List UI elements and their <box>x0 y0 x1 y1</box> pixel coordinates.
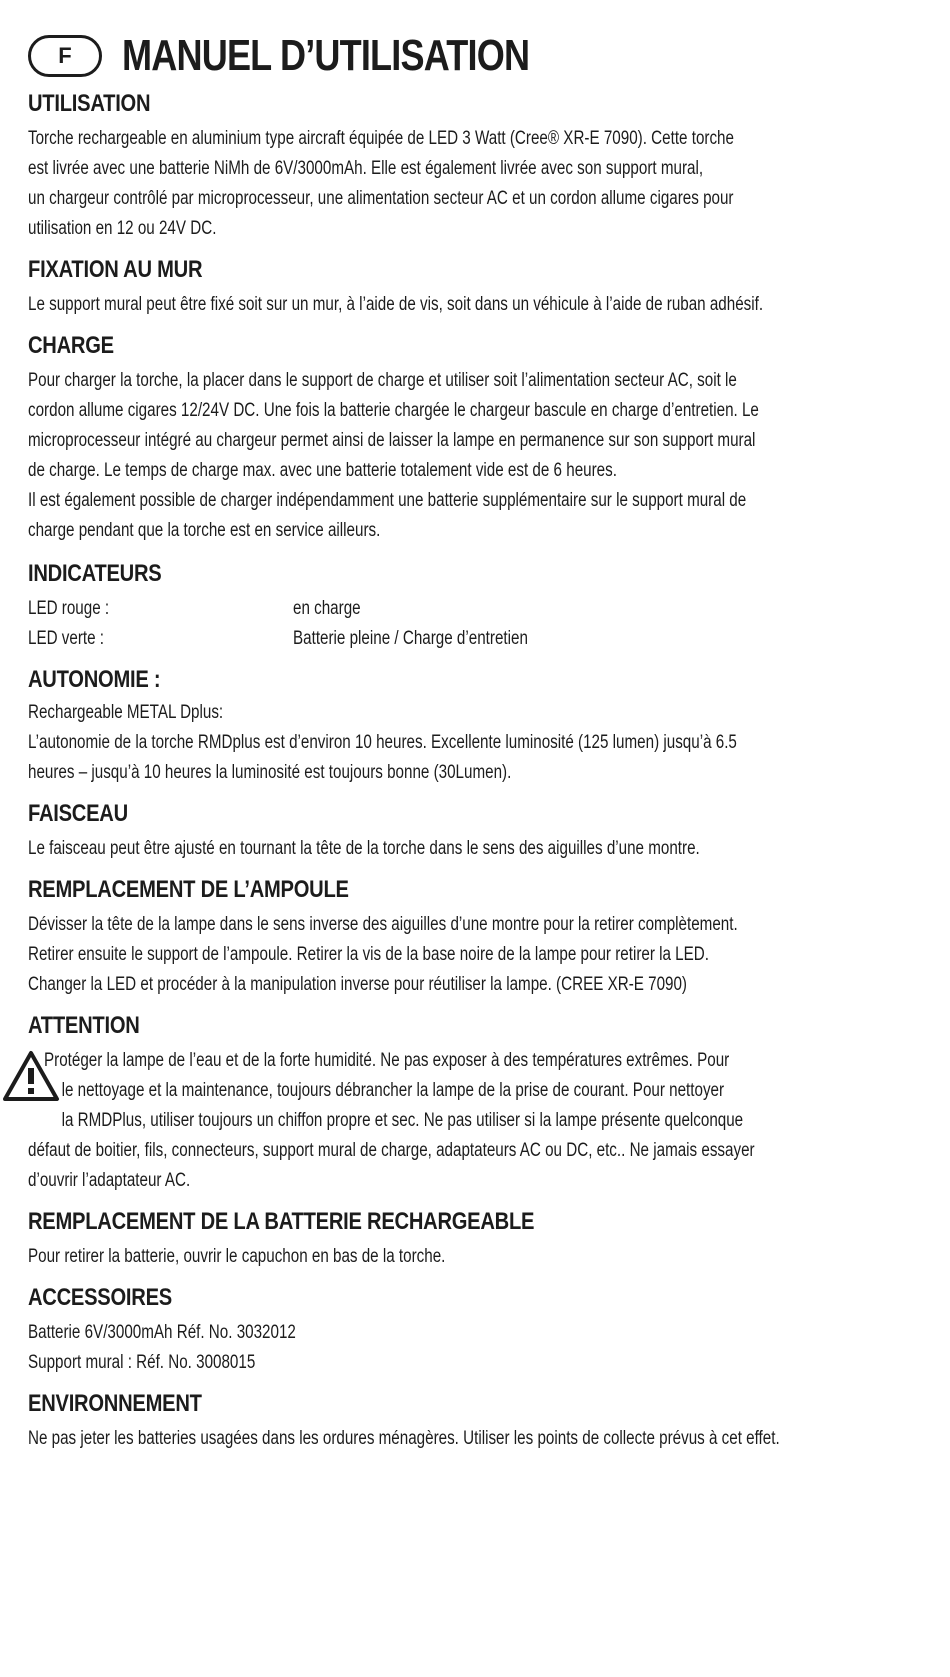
paragraph-line: Pour charger la torche, la placer dans le support de charge et utiliser soit l’alimentation secteur AC, soit le <box>28 370 737 391</box>
paragraph-line: de charge. Le temps de charge max. avec une batterie totalement vide est de 6 heures. <box>28 460 617 481</box>
paragraph-line: charge pendant que la torche est en service ailleurs. <box>28 520 381 541</box>
section-heading: FIXATION AU MUR <box>28 256 203 283</box>
section-faisceau <box>28 798 808 864</box>
paragraph-line: heures – jusqu’à 10 heures la luminosité est toujours bonne (30Lumen). <box>28 762 512 783</box>
section-remplacement-ampoule <box>28 874 808 1000</box>
section-utilisation <box>28 88 808 244</box>
paragraph-line: Batterie 6V/3000mAh Réf. No. 3032012 <box>28 1322 296 1343</box>
paragraph-line: Dévisser la tête de la lampe dans le sens inverse des aiguilles d’une montre pour la retirer complètement. <box>28 914 738 935</box>
section-accessoires <box>28 1282 808 1378</box>
indicator-row <box>28 594 808 624</box>
paragraph-line: un chargeur contrôlé par microprocesseur, une alimentation secteur AC et un cordon allume cigares pour <box>28 188 734 209</box>
paragraph-line: Torche rechargeable en aluminium type aircraft équipée de LED 3 Watt (Cree® XR-E 7090). Cette torche <box>28 128 734 149</box>
section-heading: INDICATEURS <box>28 560 162 587</box>
section-remplacement-batterie <box>28 1206 808 1272</box>
paragraph-line: le nettoyage et la maintenance, toujours débrancher la lampe de la prise de courant. Pour nettoyer <box>61 1080 725 1101</box>
section-heading: ENVIRONNEMENT <box>28 1390 202 1417</box>
page-title: MANUEL D’UTILISATION <box>122 31 530 80</box>
paragraph-line: la RMDPlus, utiliser toujours un chiffon propre et sec. Ne pas utiliser si la lampe présente quelconque <box>61 1110 744 1131</box>
section-attention <box>28 1010 808 1196</box>
section-heading: AUTONOMIE : <box>28 666 161 693</box>
paragraph-line: Rechargeable METAL Dplus: <box>28 702 224 723</box>
section-environnement <box>28 1388 808 1454</box>
section-fixation <box>28 254 808 320</box>
paragraph-line: Il est également possible de charger indépendamment une batterie supplémentaire sur le support mural de <box>28 490 747 511</box>
attention-body <box>28 1046 808 1196</box>
indicator-label: LED verte : <box>28 628 105 649</box>
indicator-value: en charge <box>293 598 361 619</box>
paragraph-line: Pour retirer la batterie, ouvrir le capuchon en bas de la torche. <box>28 1246 446 1267</box>
indicator-row <box>28 624 808 654</box>
paragraph-line: Support mural : Réf. No. 3008015 <box>28 1352 256 1373</box>
paragraph-line: Protéger la lampe de l’eau et de la forte humidité. Ne pas exposer à des températures extrêmes. Pour <box>44 1050 730 1071</box>
paragraph-line: microprocesseur intégré au chargeur permet ainsi de laisser la lampe en permanence sur son support mural <box>28 430 756 451</box>
paragraph-line: défaut de boitier, fils, connecteurs, support mural de charge, adaptateurs AC ou DC, etc.. Ne jamais essayer <box>28 1140 755 1161</box>
section-indicateurs <box>28 558 808 654</box>
manual-page <box>28 24 808 1454</box>
section-heading: UTILISATION <box>28 90 151 117</box>
paragraph-line: cordon allume cigares 12/24V DC. Une fois la batterie chargée le chargeur bascule en charge d’entretien. Le <box>28 400 759 421</box>
section-autonomie <box>28 664 808 788</box>
language-badge: F <box>28 35 102 77</box>
section-charge <box>28 330 808 546</box>
paragraph-line: Le support mural peut être fixé soit sur un mur, à l’aide de vis, soit dans un véhicule à l’aide de ruban adhésif. <box>28 294 764 315</box>
section-heading: FAISCEAU <box>28 800 128 827</box>
section-heading: CHARGE <box>28 332 114 359</box>
section-heading: REMPLACEMENT DE L’AMPOULE <box>28 876 349 903</box>
title-row <box>28 24 808 88</box>
section-heading: ACCESSOIRES <box>28 1284 172 1311</box>
paragraph-line: L’autonomie de la torche RMDplus est d’environ 10 heures. Excellente luminosité (125 lumen) jusqu’à 6.5 <box>28 732 737 753</box>
paragraph-line: est livrée avec une batterie NiMh de 6V/3000mAh. Elle est également livrée avec son support mural, <box>28 158 704 179</box>
paragraph-line: Ne pas jeter les batteries usagées dans les ordures ménagères. Utiliser les points de collecte prévus à cet effet. <box>28 1428 780 1449</box>
section-heading: ATTENTION <box>28 1012 140 1039</box>
paragraph-line: utilisation en 12 ou 24V DC. <box>28 218 217 239</box>
section-heading: REMPLACEMENT DE LA BATTERIE RECHARGEABLE <box>28 1208 535 1235</box>
paragraph-line: d’ouvrir l’adaptateur AC. <box>28 1170 191 1191</box>
paragraph-line: Le faisceau peut être ajusté en tournant la tête de la torche dans le sens des aiguilles d’une montre. <box>28 838 700 859</box>
indicator-label: LED rouge : <box>28 598 110 619</box>
paragraph-line: Retirer ensuite le support de l’ampoule. Retirer la vis de la base noire de la lampe pour retirer la LED. <box>28 944 709 965</box>
indicator-value: Batterie pleine / Charge d’entretien <box>293 628 528 649</box>
paragraph-line: Changer la LED et procéder à la manipulation inverse pour réutiliser la lampe. (CREE XR-E 7090) <box>28 974 687 995</box>
